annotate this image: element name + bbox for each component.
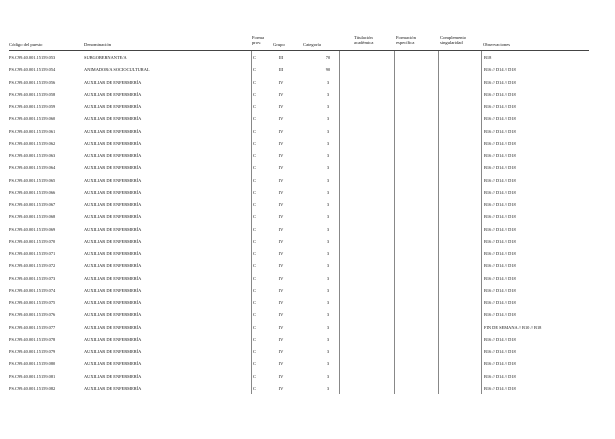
table-row [0, 80, 615, 92]
cell-grupo: IV [278, 189, 284, 195]
cell-grupo: IV [278, 287, 284, 293]
cell-denominacion: AUXILIAR DE ENFERMERÍA [84, 238, 142, 244]
table-row [0, 153, 615, 165]
cell-categoria: 70 [325, 55, 331, 60]
header-titulacion-line1: Titulación [354, 35, 373, 40]
cell-codigo: PS.C99.40.001.15159.062 [9, 140, 56, 146]
cell-grupo: IV [278, 275, 284, 281]
header-complemento [440, 35, 466, 46]
cell-observaciones: B18 [484, 55, 492, 60]
header-forma-line1: Forma [252, 35, 264, 40]
cell-observaciones: B16 // D14 // D18 [484, 251, 516, 256]
cell-categoria: 3 [326, 349, 330, 354]
cell-observaciones: B16 // D14 // D18 [484, 177, 516, 183]
table-row [0, 239, 615, 251]
cell-categoria: 3 [326, 300, 330, 305]
cell-categoria: 3 [326, 189, 330, 195]
table-row [0, 214, 615, 226]
cell-categoria: 3 [326, 140, 330, 146]
cell-forma: C [253, 189, 256, 195]
cell-categoria: 3 [326, 238, 330, 244]
table-row [0, 361, 615, 373]
cell-codigo: PS.C99.40.001.15159.074 [9, 287, 56, 293]
cell-observaciones: B16 // D14 // D18 [484, 336, 516, 342]
cell-categoria: 3 [326, 104, 330, 109]
table-row [0, 349, 615, 361]
cell-denominacion: AUXILIAR DE ENFERMERÍA [84, 312, 142, 318]
cell-categoria: 90 [325, 67, 331, 73]
header-denominacion: Denominación [84, 42, 112, 47]
cell-forma: C [253, 214, 256, 220]
cell-observaciones: B16 // D14 // D18 [484, 385, 516, 391]
table-row [0, 190, 615, 202]
header-categoria: Categoría [303, 42, 321, 47]
cell-denominacion: AUXILIAR DE ENFERMERÍA [84, 275, 142, 281]
cell-denominacion: SUBGOBERNANTE/A [84, 55, 127, 60]
cell-categoria: 3 [326, 214, 330, 220]
table-row [0, 276, 615, 288]
cell-denominacion: AUXILIAR DE ENFERMERÍA [84, 287, 142, 293]
cell-grupo: IV [278, 79, 284, 85]
cell-forma: C [253, 55, 256, 60]
header-formacion [396, 35, 416, 46]
cell-forma: C [253, 238, 256, 244]
cell-denominacion: AUXILIAR DE ENFERMERÍA [84, 336, 142, 342]
cell-grupo: III [278, 67, 284, 73]
table-row [0, 337, 615, 349]
cell-categoria: 3 [326, 153, 330, 158]
table-row [0, 386, 615, 398]
cell-categoria: 3 [326, 79, 330, 85]
table-row [0, 251, 615, 263]
cell-codigo: PS.C99.40.001.15159.070 [9, 238, 56, 244]
cell-forma: C [253, 263, 256, 269]
cell-categoria: 3 [326, 373, 330, 379]
cell-denominacion: AUXILIAR DE ENFERMERÍA [84, 226, 142, 232]
cell-grupo: IV [278, 91, 284, 97]
cell-grupo: IV [278, 165, 284, 171]
header-formacion-line2: específica [396, 40, 415, 46]
table-row [0, 178, 615, 190]
cell-denominacion: ANIMADOR/A SOCIOCULTURAL [84, 67, 150, 73]
header-titulacion-line2: académica [354, 40, 374, 46]
cell-denominacion: AUXILIAR DE ENFERMERÍA [84, 214, 142, 220]
cell-forma: C [253, 91, 256, 97]
table-row [0, 202, 615, 214]
table-row [0, 55, 615, 67]
header-forma-line2: prov. [252, 40, 262, 46]
cell-denominacion: AUXILIAR DE ENFERMERÍA [84, 385, 142, 391]
cell-forma: C [253, 287, 256, 293]
cell-codigo: PS.C99.40.001.15159.066 [9, 189, 56, 195]
cell-observaciones: B16 // D14 // D18 [484, 287, 516, 293]
cell-forma: C [253, 336, 256, 342]
cell-forma: C [253, 324, 256, 330]
cell-forma: C [253, 116, 256, 122]
cell-categoria: 3 [326, 165, 330, 171]
cell-grupo: IV [278, 177, 284, 183]
cell-codigo: PS.C99.40.001.15159.060 [9, 116, 56, 122]
table-row [0, 129, 615, 141]
cell-grupo: IV [278, 300, 284, 305]
cell-denominacion: AUXILIAR DE ENFERMERÍA [84, 189, 142, 195]
cell-codigo: PS.C99.40.001.15159.077 [9, 324, 56, 330]
cell-observaciones: B16 // D14 // D18 [484, 128, 516, 134]
cell-codigo: PS.C99.40.001.15159.067 [9, 202, 56, 207]
cell-observaciones: B16 // D14 // D18 [484, 275, 516, 281]
table-row [0, 92, 615, 104]
cell-grupo: IV [278, 238, 284, 244]
cell-grupo: IV [278, 153, 284, 158]
header-rule [9, 50, 589, 51]
cell-denominacion: AUXILIAR DE ENFERMERÍA [84, 361, 142, 367]
cell-categoria: 3 [326, 251, 330, 256]
cell-codigo: PS.C99.40.001.15159.068 [9, 214, 56, 220]
table-row [0, 227, 615, 239]
cell-codigo: PS.C99.40.001.15159.076 [9, 312, 56, 318]
cell-denominacion: AUXILIAR DE ENFERMERÍA [84, 373, 142, 379]
cell-forma: C [253, 165, 256, 171]
cell-denominacion: AUXILIAR DE ENFERMERÍA [84, 300, 142, 305]
cell-codigo: PS.C99.40.001.15159.065 [9, 177, 56, 183]
table-row [0, 288, 615, 300]
cell-forma: C [253, 361, 256, 367]
cell-codigo: PS.C99.40.001.15159.063 [9, 153, 56, 158]
header-codigo: Código del puesto [9, 42, 43, 47]
cell-forma: C [253, 373, 256, 379]
cell-forma: C [253, 385, 256, 391]
cell-codigo: PS.C99.40.001.15159.071 [9, 251, 56, 256]
cell-grupo: IV [278, 140, 284, 146]
table-row [0, 300, 615, 312]
cell-categoria: 3 [326, 324, 330, 330]
cell-categoria: 3 [326, 275, 330, 281]
cell-denominacion: AUXILIAR DE ENFERMERÍA [84, 324, 142, 330]
cell-denominacion: AUXILIAR DE ENFERMERÍA [84, 165, 142, 171]
cell-denominacion: AUXILIAR DE ENFERMERÍA [84, 153, 142, 158]
cell-forma: C [253, 226, 256, 232]
cell-observaciones: B16 // D14 // D18 [484, 91, 516, 97]
cell-grupo: IV [278, 226, 284, 232]
cell-forma: C [253, 153, 256, 158]
cell-observaciones: B16 // D14 // D18 [484, 300, 516, 305]
cell-codigo: PS.C99.40.001.15159.081 [9, 373, 56, 379]
cell-codigo: PS.C99.40.001.15159.059 [9, 104, 56, 109]
cell-codigo: PS.C99.40.001.15159.072 [9, 263, 56, 269]
cell-grupo: IV [278, 385, 284, 391]
table-row [0, 312, 615, 324]
cell-observaciones: FIN DE SEMANA // B10 // B18 [484, 324, 542, 330]
cell-grupo: IV [278, 312, 284, 318]
cell-categoria: 3 [326, 361, 330, 367]
cell-observaciones: B16 // D14 // D18 [484, 189, 516, 195]
cell-denominacion: AUXILIAR DE ENFERMERÍA [84, 140, 142, 146]
cell-codigo: PS.C99.40.001.15159.054 [9, 67, 56, 73]
cell-categoria: 3 [326, 287, 330, 293]
header-forma-prov [252, 35, 264, 46]
cell-categoria: 3 [326, 91, 330, 97]
cell-denominacion: AUXILIAR DE ENFERMERÍA [84, 349, 142, 354]
cell-grupo: IV [278, 116, 284, 122]
cell-forma: C [253, 128, 256, 134]
table-body [0, 55, 615, 398]
cell-forma: C [253, 202, 256, 207]
cell-forma: C [253, 79, 256, 85]
cell-observaciones: B16 // D14 // D18 [484, 165, 516, 171]
cell-forma: C [253, 275, 256, 281]
cell-denominacion: AUXILIAR DE ENFERMERÍA [84, 91, 142, 97]
cell-observaciones: B16 // D14 // D18 [484, 238, 516, 244]
cell-observaciones: B16 // D14 // D18 [484, 349, 516, 354]
cell-grupo: IV [278, 373, 284, 379]
cell-grupo: IV [278, 251, 284, 256]
cell-observaciones: B16 // D14 // D18 [484, 153, 516, 158]
cell-grupo: IV [278, 263, 284, 269]
cell-observaciones: B16 // D14 // D18 [484, 67, 516, 73]
cell-denominacion: AUXILIAR DE ENFERMERÍA [84, 128, 142, 134]
cell-codigo: PS.C99.40.001.15159.075 [9, 300, 56, 305]
cell-forma: C [253, 104, 256, 109]
cell-grupo: IV [278, 361, 284, 367]
cell-denominacion: AUXILIAR DE ENFERMERÍA [84, 79, 142, 85]
cell-codigo: PS.C99.40.001.15159.079 [9, 349, 56, 354]
cell-categoria: 3 [326, 263, 330, 269]
cell-observaciones: B16 // D14 // D18 [484, 214, 516, 220]
cell-categoria: 3 [326, 177, 330, 183]
cell-denominacion: AUXILIAR DE ENFERMERÍA [84, 263, 142, 269]
cell-grupo: IV [278, 202, 284, 207]
cell-codigo: PS.C99.40.001.15159.082 [9, 385, 56, 391]
cell-forma: C [253, 300, 256, 305]
cell-codigo: PS.C99.40.001.15159.064 [9, 165, 56, 171]
cell-grupo: IV [278, 324, 284, 330]
cell-forma: C [253, 251, 256, 256]
cell-denominacion: AUXILIAR DE ENFERMERÍA [84, 116, 142, 122]
header-titulacion [354, 35, 373, 46]
table-row [0, 374, 615, 386]
cell-grupo: IV [278, 349, 284, 354]
cell-codigo: PS.C99.40.001.15159.053 [9, 55, 56, 60]
header-complemento-line2: singularidad [440, 40, 463, 46]
cell-observaciones: B16 // D14 // D18 [484, 104, 516, 109]
table-row [0, 263, 615, 275]
cell-forma: C [253, 67, 256, 73]
cell-observaciones: B16 // D14 // D18 [484, 116, 516, 122]
cell-codigo: PS.C99.40.001.15159.056 [9, 79, 56, 85]
cell-codigo: PS.C99.40.001.15159.073 [9, 275, 56, 281]
cell-codigo: PS.C99.40.001.15159.078 [9, 336, 56, 342]
header-complemento-line1: Complemento [440, 35, 467, 40]
cell-categoria: 3 [326, 385, 330, 391]
cell-forma: C [253, 140, 256, 146]
cell-codigo: PS.C99.40.001.15159.058 [9, 91, 56, 97]
header-grupo: Grupo [273, 42, 285, 47]
cell-categoria: 3 [326, 128, 330, 134]
cell-grupo: IV [278, 336, 284, 342]
cell-denominacion: AUXILIAR DE ENFERMERÍA [84, 251, 142, 256]
table-row [0, 325, 615, 337]
cell-forma: C [253, 349, 256, 354]
cell-denominacion: AUXILIAR DE ENFERMERÍA [84, 177, 142, 183]
cell-forma: C [253, 177, 256, 183]
cell-grupo: III [278, 55, 284, 60]
cell-codigo: PS.C99.40.001.15159.069 [9, 226, 56, 232]
cell-categoria: 3 [326, 116, 330, 122]
cell-denominacion: AUXILIAR DE ENFERMERÍA [84, 104, 142, 109]
cell-observaciones: B16 // D14 // D18 [484, 373, 516, 379]
cell-observaciones: B16 // D14 // D18 [484, 140, 516, 146]
cell-categoria: 3 [326, 226, 330, 232]
cell-codigo: PS.C99.40.001.15159.061 [9, 128, 56, 134]
cell-observaciones: B16 // D14 // D18 [484, 312, 516, 318]
header-formacion-line1: Formación [396, 35, 416, 40]
cell-grupo: IV [278, 128, 284, 134]
table-row [0, 116, 615, 128]
cell-grupo: IV [278, 214, 284, 220]
cell-observaciones: B16 // D14 // D18 [484, 202, 516, 207]
table-row [0, 165, 615, 177]
cell-observaciones: B16 // D14 // D18 [484, 79, 516, 85]
cell-observaciones: B16 // D14 // D18 [484, 361, 516, 367]
cell-categoria: 3 [326, 312, 330, 318]
cell-observaciones: B16 // D14 // D18 [484, 263, 516, 269]
cell-observaciones: B16 // D14 // D18 [484, 226, 516, 232]
header-observaciones: Observaciones [483, 42, 511, 47]
cell-grupo: IV [278, 104, 284, 109]
table-row [0, 67, 615, 79]
table-row [0, 104, 615, 116]
cell-categoria: 3 [326, 202, 330, 207]
cell-categoria: 3 [326, 336, 330, 342]
cell-denominacion: AUXILIAR DE ENFERMERÍA [84, 202, 142, 207]
cell-forma: C [253, 312, 256, 318]
cell-codigo: PS.C99.40.001.15159.080 [9, 361, 56, 367]
table-row [0, 141, 615, 153]
